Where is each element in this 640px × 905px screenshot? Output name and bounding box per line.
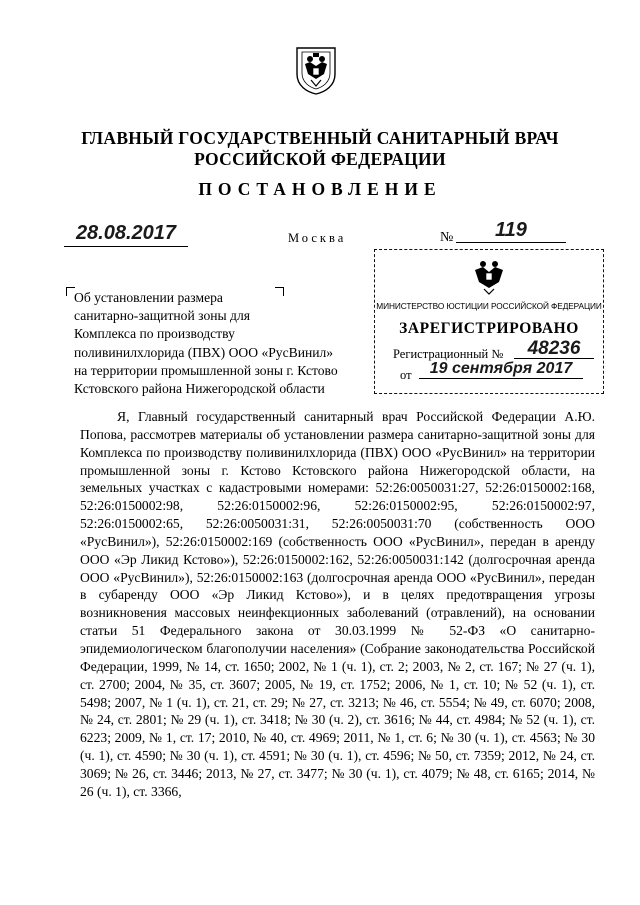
registration-number-label: Регистрационный № — [393, 347, 504, 361]
subject-line: поливинилхлорида (ПВХ) ООО «РусВинил» — [74, 344, 334, 360]
issuer-country: РОССИЙСКОЙ ФЕДЕРАЦИИ — [194, 149, 446, 169]
registration-date: 19 сентября 2017 — [419, 360, 583, 379]
subject-block — [74, 289, 374, 398]
document-date: 28.08.2017 — [64, 222, 188, 247]
registration-date-label: от — [400, 368, 412, 382]
body-paragraph: Я, Главный государственный санитарный врач Российской Федерации А.Ю. Попова, рассмотрев материалы об установлении размера санитарно-защитной зоны для Комплекса по производству поливинилхлорида (ПВХ) ООО «РусВинил» на территории промышленной зоны г. Кстово Кстовского района Нижегородской области, на земельных участках с кадастровыми номерами: 52:26:0050031:27, 52:26:0150002:168, 52:26:0150002:98, 52:26:0150002:96, 52:26:0150002:95, 52:26:0150002:97, 52:26:0150002:65, 52:26:0050031:31, 52:26:0050031:70 (собственность ООО «РусВинил»), 52:26:0150002:169 (собственность ООО «РусВинил», передан в аренду ООО «Эр Ликид Кстово»), 52:26:0150002:162, 52:26:0050031:142 (долгосрочная аренда ООО «РусВинил»), 52:26:0150002:163 (долгосрочная аренда ООО «РусВинил», передан в субаренду ООО «Эр Ликид Кстово»), и в целях предотвращения угрозы возникновения массовых неинфекционных заболеваний (отравлений), на основании статьи 51 Федерального закона от 30.03.1999 № 52-ФЗ «О санитарно-эпидемиологическом благополучии населения» (Собрание законодательства Российской Федерации, 1999, № 14, ст. 1650; 2002, № 1 (ч. 1), ст. 2; 2003, № 2, ст. 167; № 27 (ч. 1), ст. 2700; 2004, № 35, ст. 3607; 2005, № 19, ст. 1752; 2006, № 1, ст. 10; № 52 (ч. 1), ст. 5498; 2007, № 1 (ч. 1), ст. 21, ст. 29; № 27, ст. 3213; № 46, ст. 5554; № 49, ст. 6070; 2008, № 24, ст. 2801; № 29 (ч. 1), ст. 3418; № 30 (ч. 2), ст. 3616; № 44, ст. 4984; № 52 (ч. 1), ст. 6223; 2009, № 1, ст. 17; 2010, № 40, ст. 4969; 2011, № 1, ст. 6; № 30 (ч. 1), ст. 4563; № 30 (ч. 1), ст. 4590; № 30 (ч. 1), ст. 4591; № 30 (ч. 1), ст. 4596; № 50, ст. 7359; 2012, № 24, ст. 3069; № 26, ст. 3446; 2013, № 27, ст. 3477; № 30 (ч. 1), ст. 4079; № 48, ст. 6165; 2014, № 26 (ч. 1), ст. 3366, — [80, 409, 595, 799]
issuer-title: ГЛАВНЫЙ ГОСУДАРСТВЕННЫЙ САНИТАРНЫЙ ВРАЧ — [81, 128, 559, 148]
stamp-emblem-icon — [471, 256, 507, 296]
document-type: ПОСТАНОВЛЕНИЕ — [198, 179, 442, 199]
city-label: Москва — [288, 231, 347, 245]
registration-number: 48236 — [514, 339, 594, 359]
body-text — [80, 408, 595, 801]
coat-of-arms-icon — [293, 44, 339, 96]
subject-line: Комплекса по производству — [74, 326, 235, 342]
number-label: № — [440, 230, 454, 245]
ministry-name: МИНИСТЕРСТВО ЮСТИЦИИ РОССИЙСКОЙ ФЕДЕРАЦИИ — [376, 301, 602, 311]
document-number: 119 — [456, 220, 566, 243]
subject-line: Кстовского района Нижегородской области — [74, 381, 325, 397]
subject-line: санитарно-защитной зоны для — [74, 308, 250, 324]
registration-stamp — [374, 249, 604, 394]
subject-line: на территории промышленной зоны г. Кстово — [74, 362, 338, 378]
subject-line: Об установлении размера — [74, 290, 223, 305]
registered-label: ЗАРЕГИСТРИРОВАНО — [399, 320, 579, 337]
